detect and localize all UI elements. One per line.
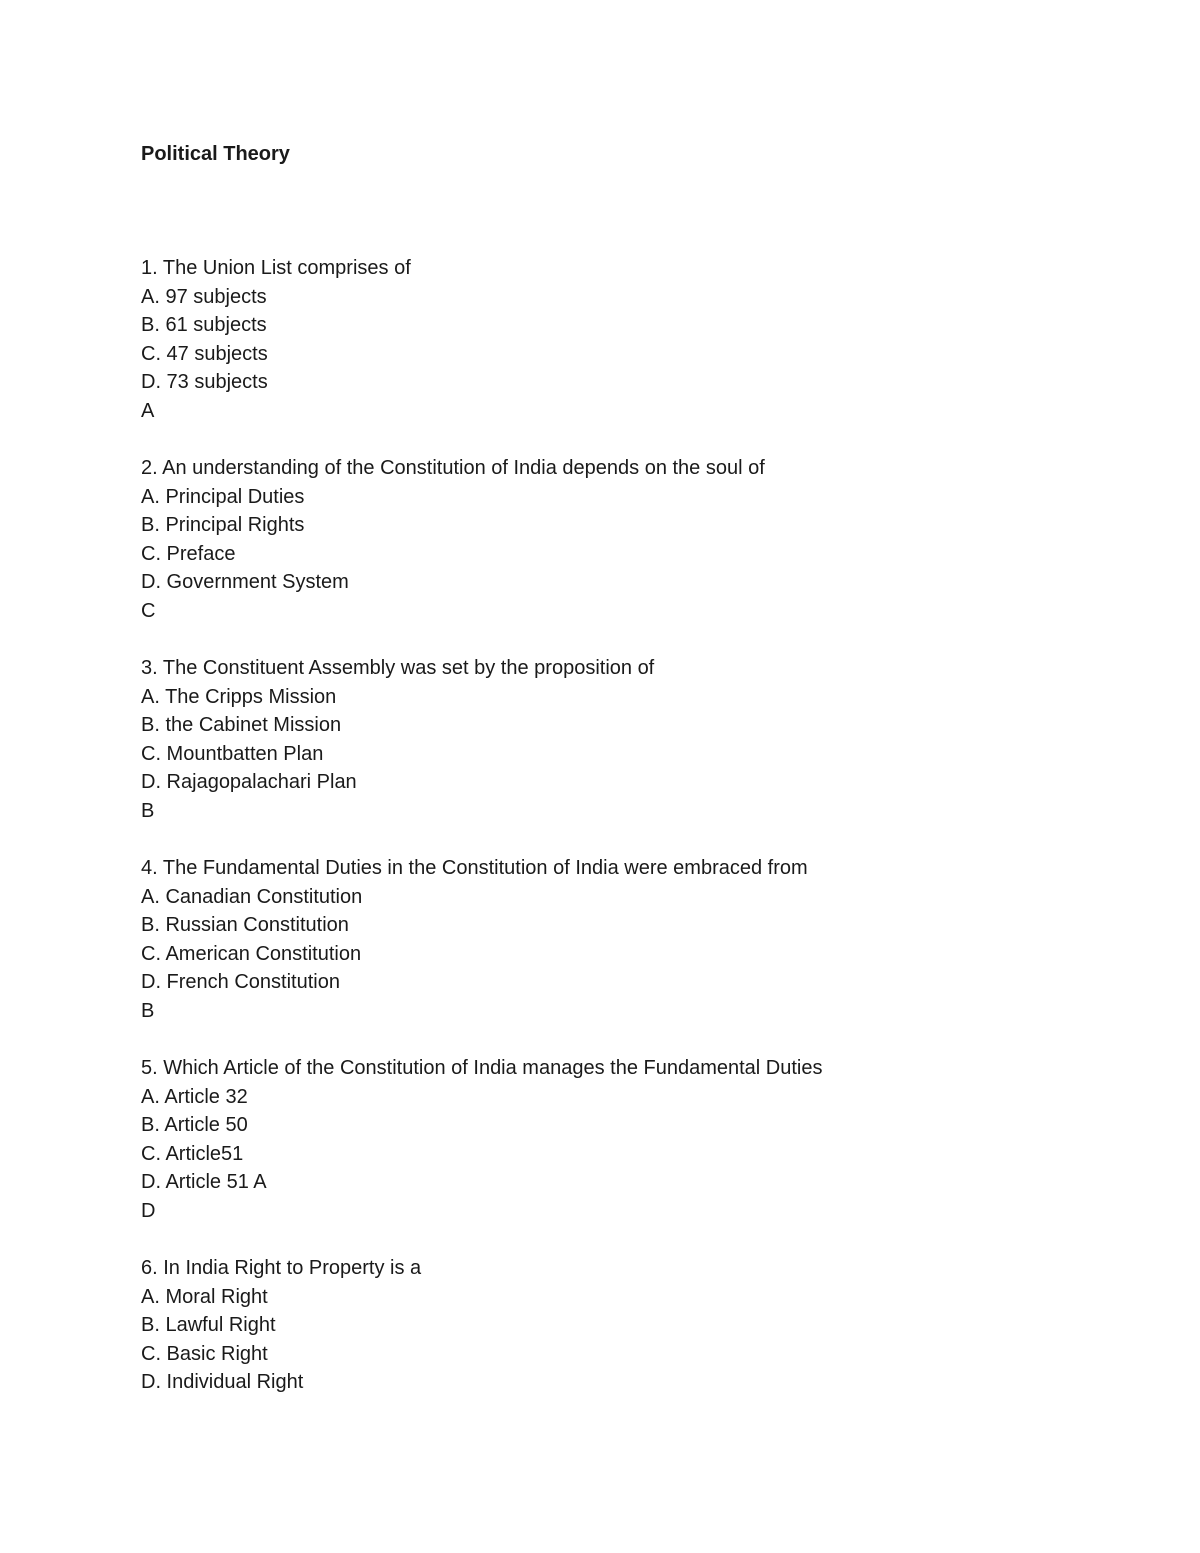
question-2 — [141, 454, 822, 625]
question-text: 4. The Fundamental Duties in the Constitution of India were embraced from — [141, 857, 808, 879]
option-d: D. French Constitution — [141, 971, 340, 993]
question-4 — [141, 854, 822, 1025]
option-b: B. the Cabinet Mission — [141, 714, 342, 736]
option-a: A. Canadian Constitution — [141, 885, 363, 908]
option-b: B. 61 subjects — [141, 314, 267, 336]
option-d: D. Rajagopalachari Plan — [141, 771, 357, 793]
answer: A — [141, 399, 155, 422]
option-c: C. Article51 — [141, 1142, 244, 1165]
option-b: B. Russian Constitution — [141, 914, 349, 936]
question-text: 5. Which Article of the Constitution of India manages the Fundamental Duties — [141, 1057, 823, 1079]
question-5 — [141, 1054, 822, 1225]
question-3 — [141, 654, 822, 825]
option-c: C. 47 subjects — [141, 342, 268, 365]
question-text: 3. The Constituent Assembly was set by the proposition of — [141, 657, 655, 679]
question-list — [141, 254, 822, 1426]
option-a: A. Principal Duties — [141, 485, 305, 508]
option-d: D. Individual Right — [141, 1371, 304, 1393]
question-1 — [141, 254, 822, 425]
question-text: 1. The Union List comprises of — [141, 257, 411, 279]
option-c: C. Mountbatten Plan — [141, 742, 324, 765]
answer: B — [141, 799, 155, 822]
option-a: A. The Cripps Mission — [141, 685, 337, 708]
option-c: C. Basic Right — [141, 1342, 268, 1365]
option-b: B. Principal Rights — [141, 514, 305, 536]
answer: D — [141, 1199, 156, 1222]
option-a: A. Article 32 — [141, 1085, 248, 1108]
option-b: B. Lawful Right — [141, 1314, 276, 1336]
option-a: A. 97 subjects — [141, 285, 267, 308]
document-title: Political Theory — [141, 143, 290, 165]
option-c: C. American Constitution — [141, 942, 362, 965]
answer: B — [141, 999, 155, 1022]
option-d: D. Article 51 A — [141, 1171, 267, 1193]
option-c: C. Preface — [141, 542, 236, 565]
question-6 — [141, 1254, 822, 1397]
answer: C — [141, 599, 156, 622]
question-text: 2. An understanding of the Constitution of India depends on the soul of — [141, 457, 765, 479]
option-b: B. Article 50 — [141, 1114, 248, 1136]
question-text: 6. In India Right to Property is a — [141, 1257, 422, 1279]
option-d: D. 73 subjects — [141, 371, 268, 393]
option-d: D. Government System — [141, 571, 349, 593]
option-a: A. Moral Right — [141, 1285, 268, 1308]
